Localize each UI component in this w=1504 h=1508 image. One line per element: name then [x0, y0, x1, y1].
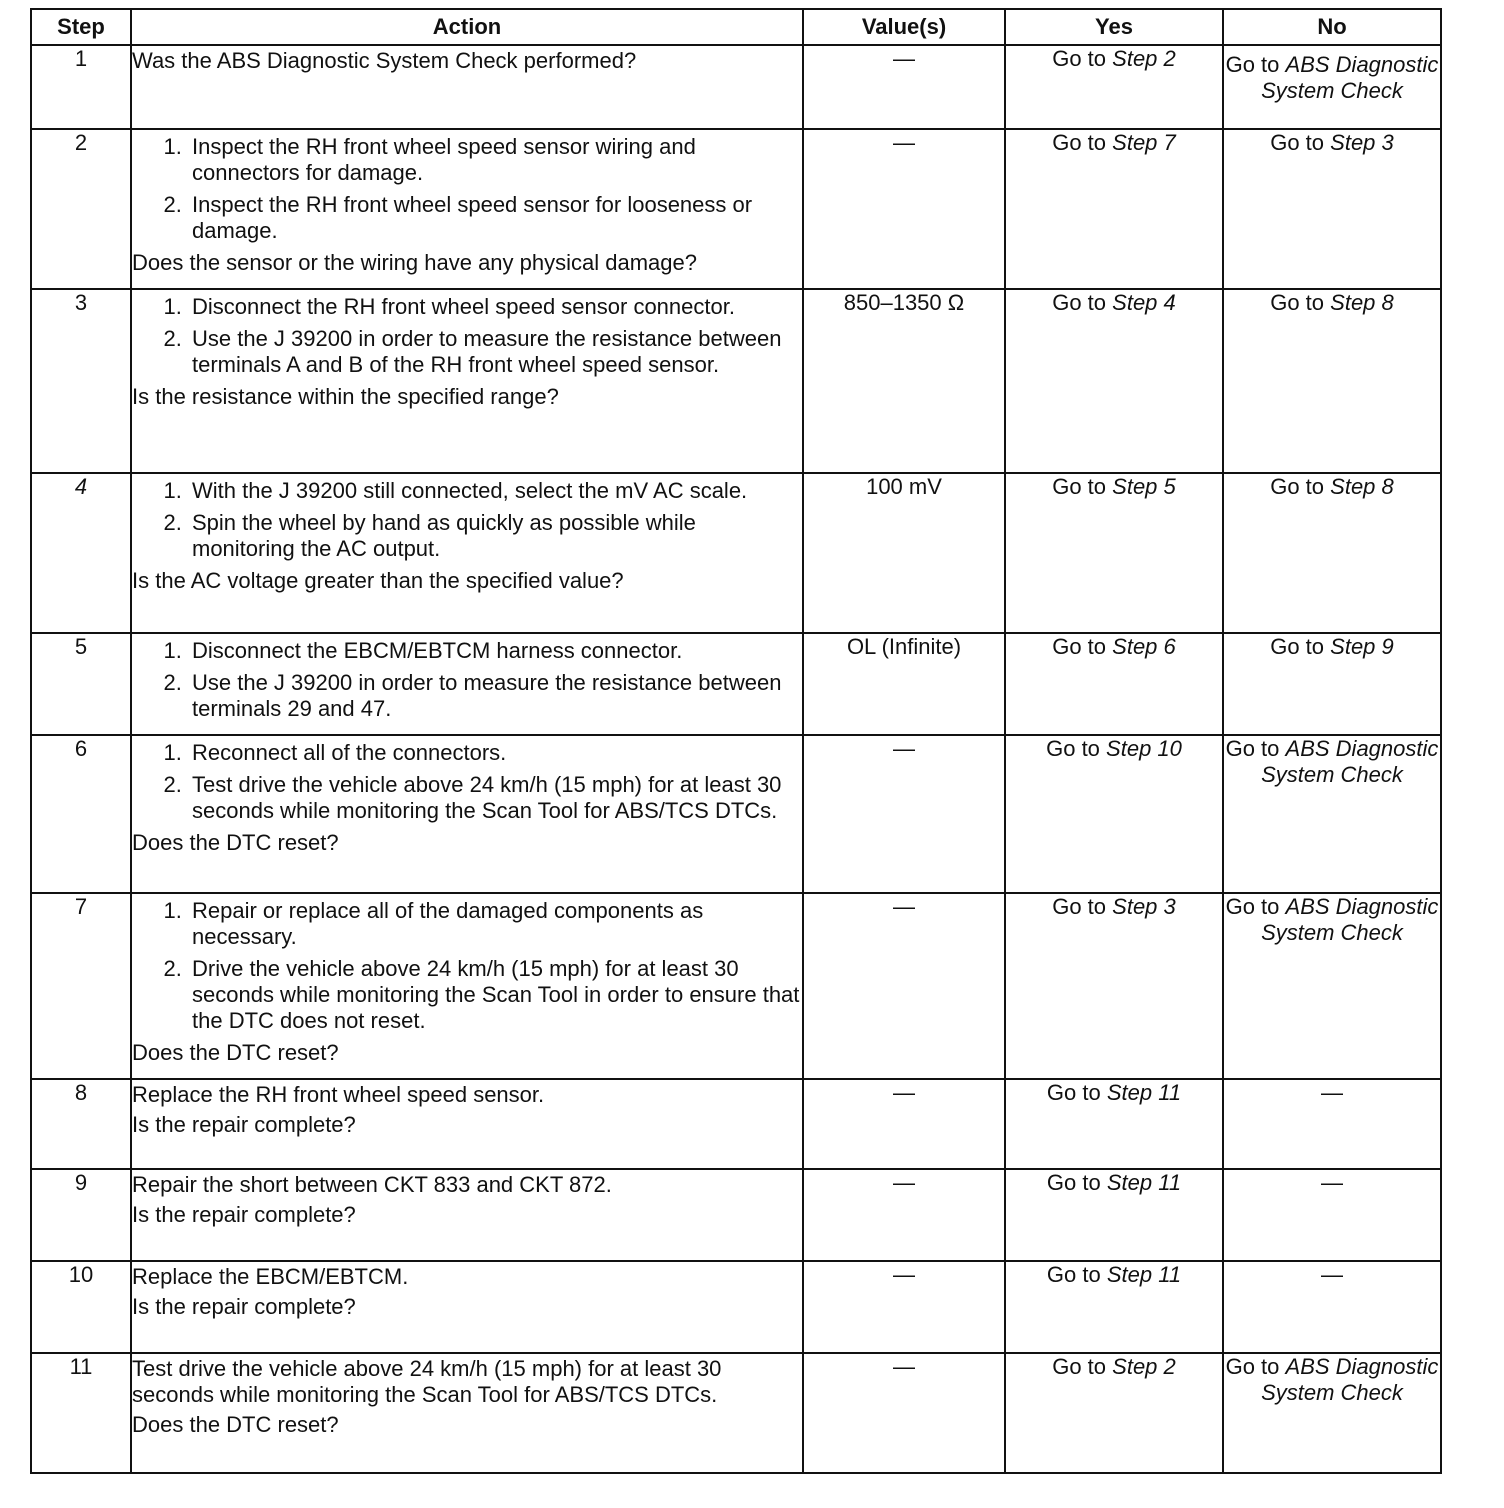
yes-cell	[1005, 1169, 1223, 1261]
action-cell	[131, 473, 803, 633]
substep-item: 2. Test drive the vehicle above 24 km/h (15 mph) for at least 30 seconds while monitoring the Scan Tool for ABS/TCS DTCs.	[188, 772, 802, 824]
step-number: 4	[31, 473, 131, 633]
action-substeps	[132, 134, 802, 244]
yes-cell	[1005, 633, 1223, 735]
no-cell	[1223, 893, 1441, 1079]
action-cell	[131, 893, 803, 1079]
no-step-link[interactable]: Step 3	[1330, 130, 1394, 155]
yes-cell	[1005, 1079, 1223, 1169]
substep-item: 1. Disconnect the EBCM/EBTCM harness connector.	[188, 638, 802, 664]
value-cell: —	[803, 893, 1005, 1079]
action-question: Is the AC voltage greater than the specified value?	[132, 568, 624, 593]
substep-item: 1. Reconnect all of the connectors.	[188, 740, 802, 766]
no-cell	[1223, 1261, 1441, 1353]
yes-cell	[1005, 1353, 1223, 1473]
yes-go-to-label: Go to	[1052, 474, 1107, 499]
no-cell	[1223, 45, 1441, 129]
yes-step-link[interactable]: Step 5	[1112, 474, 1176, 499]
value-cell: —	[803, 1079, 1005, 1169]
no-cell	[1223, 1169, 1441, 1261]
step-number: 8	[31, 1079, 131, 1169]
no-cell	[1223, 1079, 1441, 1169]
step-number: 9	[31, 1169, 131, 1261]
yes-step-link[interactable]: Step 11	[1106, 1080, 1182, 1105]
no-step-link[interactable]: ABS Diagnostic System Check	[1261, 52, 1439, 103]
header-row	[31, 9, 1441, 45]
yes-step-link[interactable]: Step 3	[1112, 894, 1176, 919]
value-cell: OL (Infinite)	[803, 633, 1005, 735]
substep-item: 2. Use the J 39200 in order to measure the resistance between terminals A and B of the RH front wheel speed sensor.	[188, 326, 802, 378]
header-no: No	[1223, 9, 1441, 45]
value-cell: —	[803, 1169, 1005, 1261]
no-cell	[1223, 633, 1441, 735]
step-number: 5	[31, 633, 131, 735]
table-row	[31, 1169, 1441, 1261]
yes-go-to-label: Go to	[1052, 634, 1107, 659]
yes-step-link[interactable]: Step 11	[1106, 1262, 1182, 1287]
header-yes: Yes	[1005, 9, 1223, 45]
table-row	[31, 45, 1441, 129]
no-step-link[interactable]: Step 8	[1330, 290, 1394, 315]
yes-cell	[1005, 735, 1223, 893]
table-row	[31, 473, 1441, 633]
substep-item: 2. Use the J 39200 in order to measure the resistance between terminals 29 and 47.	[188, 670, 802, 722]
table-row	[31, 893, 1441, 1079]
table-row	[31, 633, 1441, 735]
action-cell	[131, 289, 803, 473]
substep-item: 2. Inspect the RH front wheel speed sensor for looseness or damage.	[188, 192, 802, 244]
action-question: Is the repair complete?	[132, 1202, 356, 1227]
no-step-link[interactable]: Step 8	[1330, 474, 1394, 499]
step-number: 10	[31, 1261, 131, 1353]
header-action: Action	[131, 9, 803, 45]
no-cell	[1223, 289, 1441, 473]
substep-item: 1. With the J 39200 still connected, select the mV AC scale.	[188, 478, 802, 504]
yes-step-link[interactable]: Step 2	[1112, 1354, 1176, 1379]
action-instruction: Replace the RH front wheel speed sensor.	[132, 1082, 545, 1107]
action-question: Does the DTC reset?	[132, 1040, 339, 1065]
yes-go-to-label: Go to	[1046, 1080, 1101, 1105]
yes-go-to-label: Go to	[1052, 894, 1107, 919]
value-cell: —	[803, 1261, 1005, 1353]
no-dash: —	[1321, 1170, 1343, 1195]
table-row	[31, 1079, 1441, 1169]
value-cell: —	[803, 1353, 1005, 1473]
no-go-to-label: Go to	[1270, 130, 1325, 155]
no-step-link[interactable]: ABS Diagnostic System Check	[1261, 736, 1439, 787]
no-go-to-label: Go to	[1225, 52, 1280, 77]
diagnostic-page	[30, 8, 1440, 1474]
no-dash: —	[1321, 1262, 1343, 1287]
action-question: Is the resistance within the specified range?	[132, 384, 559, 409]
yes-step-link[interactable]: Step 7	[1112, 130, 1176, 155]
table-row	[31, 1353, 1441, 1473]
substep-item: 2. Spin the wheel by hand as quickly as possible while monitoring the AC output.	[188, 510, 802, 562]
yes-go-to-label: Go to	[1046, 1262, 1101, 1287]
value-cell: —	[803, 735, 1005, 893]
substep-item: 1. Inspect the RH front wheel speed sensor wiring and connectors for damage.	[188, 134, 802, 186]
no-go-to-label: Go to	[1225, 894, 1280, 919]
no-cell	[1223, 473, 1441, 633]
step-number: 3	[31, 289, 131, 473]
table-row	[31, 735, 1441, 893]
value-cell: 850–1350 Ω	[803, 289, 1005, 473]
yes-step-link[interactable]: Step 2	[1112, 46, 1176, 71]
no-go-to-label: Go to	[1270, 290, 1325, 315]
substep-item: 1. Disconnect the RH front wheel speed sensor connector.	[188, 294, 802, 320]
yes-step-link[interactable]: Step 6	[1112, 634, 1176, 659]
yes-go-to-label: Go to	[1052, 46, 1107, 71]
value-cell: —	[803, 45, 1005, 129]
action-question: Does the DTC reset?	[132, 830, 339, 855]
yes-cell	[1005, 289, 1223, 473]
action-cell	[131, 1261, 803, 1353]
table-row	[31, 129, 1441, 289]
action-substeps	[132, 740, 802, 824]
no-go-to-label: Go to	[1225, 1354, 1280, 1379]
table-row	[31, 1261, 1441, 1353]
action-instruction: Was the ABS Diagnostic System Check performed?	[132, 48, 637, 73]
yes-cell	[1005, 45, 1223, 129]
no-go-to-label: Go to	[1270, 634, 1325, 659]
step-number: 7	[31, 893, 131, 1079]
action-substeps	[132, 898, 802, 1034]
action-substeps	[132, 638, 802, 722]
substep-item: 1. Repair or replace all of the damaged components as necessary.	[188, 898, 802, 950]
action-instruction: Replace the EBCM/EBTCM.	[132, 1264, 409, 1289]
action-cell	[131, 1169, 803, 1261]
action-question: Does the DTC reset?	[132, 1412, 339, 1437]
no-go-to-label: Go to	[1270, 474, 1325, 499]
no-step-link[interactable]: Step 9	[1330, 634, 1394, 659]
action-cell	[131, 633, 803, 735]
yes-cell	[1005, 129, 1223, 289]
action-instruction: Test drive the vehicle above 24 km/h (15 mph) for at least 30 seconds while monitoring the Scan Tool for ABS/TCS DTCs.	[132, 1356, 722, 1407]
action-substeps	[132, 294, 802, 378]
value-cell: —	[803, 129, 1005, 289]
action-question: Is the repair complete?	[132, 1112, 356, 1137]
yes-step-link[interactable]: Step 10	[1106, 736, 1182, 761]
yes-go-to-label: Go to	[1046, 736, 1100, 761]
action-cell	[131, 129, 803, 289]
no-cell	[1223, 735, 1441, 893]
action-cell	[131, 1353, 803, 1473]
yes-cell	[1005, 893, 1223, 1079]
yes-go-to-label: Go to	[1052, 290, 1107, 315]
value-cell: 100 mV	[803, 473, 1005, 633]
action-cell	[131, 1079, 803, 1169]
action-cell	[131, 45, 803, 129]
table-row	[31, 289, 1441, 473]
action-question: Is the repair complete?	[132, 1294, 356, 1319]
yes-cell	[1005, 1261, 1223, 1353]
no-dash: —	[1321, 1080, 1343, 1105]
no-cell	[1223, 129, 1441, 289]
no-step-link[interactable]: ABS Diagnostic System Check	[1261, 1354, 1439, 1405]
yes-step-link[interactable]: Step 4	[1112, 290, 1176, 315]
yes-cell	[1005, 473, 1223, 633]
no-go-to-label: Go to	[1225, 736, 1280, 761]
step-number: 1	[31, 45, 131, 129]
yes-go-to-label: Go to	[1046, 1170, 1101, 1195]
no-cell	[1223, 1353, 1441, 1473]
step-number: 6	[31, 735, 131, 893]
step-number: 11	[31, 1353, 131, 1473]
action-substeps	[132, 478, 802, 562]
action-question: Does the sensor or the wiring have any physical damage?	[132, 250, 697, 275]
action-cell	[131, 735, 803, 893]
no-step-link[interactable]: ABS Diagnostic System Check	[1261, 894, 1439, 945]
action-instruction: Repair the short between CKT 833 and CKT 872.	[132, 1172, 612, 1197]
step-number: 2	[31, 129, 131, 289]
header-values: Value(s)	[803, 9, 1005, 45]
substep-item: 2. Drive the vehicle above 24 km/h (15 mph) for at least 30 seconds while monitoring the Scan Tool in order to ensure that the DTC does not reset.	[188, 956, 802, 1034]
header-step: Step	[31, 9, 131, 45]
yes-go-to-label: Go to	[1052, 1354, 1107, 1379]
yes-go-to-label: Go to	[1052, 130, 1107, 155]
table-body	[31, 45, 1441, 1473]
diagnostic-table	[30, 8, 1442, 1474]
yes-step-link[interactable]: Step 11	[1106, 1170, 1182, 1195]
